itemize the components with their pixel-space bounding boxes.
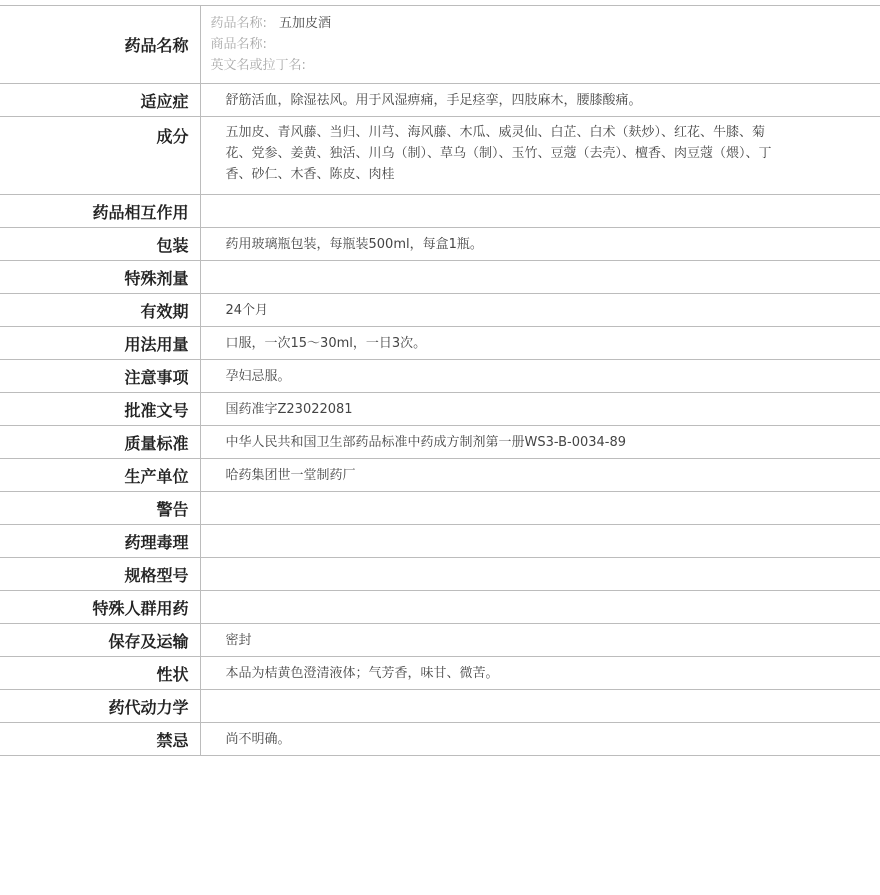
approval-number-row xyxy=(0,393,880,426)
warning-label: 警告 xyxy=(0,492,200,525)
trade-name-line xyxy=(211,34,880,55)
precautions-value: 孕妇忌服。 xyxy=(226,366,791,387)
manufacturer-row xyxy=(0,459,880,492)
drug-info-table xyxy=(0,5,880,756)
ingredients-row xyxy=(0,117,880,195)
special-dosage-label: 特殊剂量 xyxy=(0,261,200,294)
ingredients-value: 五加皮、青风藤、当归、川芎、海风藤、木瓜、威灵仙、白芷、白术（麸炒）、红花、牛膝、菊花、党参、姜黄、独活、川乌（制）、草乌（制）、玉竹、豆蔻（去壳）、檀香、肉豆蔻（煨）、丁香、砂仁、木香、陈皮、肉桂 xyxy=(226,122,791,185)
english-name-line xyxy=(211,55,880,76)
storage-label: 保存及运输 xyxy=(0,624,200,657)
drug-name-label: 药品名称 xyxy=(0,6,200,84)
appearance-label: 性状 xyxy=(0,657,200,690)
contraindications-value: 尚不明确。 xyxy=(226,729,791,750)
approval-number-value: 国药准字Z23022081 xyxy=(226,399,791,420)
dosage-label: 用法用量 xyxy=(0,327,200,360)
quality-standard-label: 质量标准 xyxy=(0,426,200,459)
storage-row xyxy=(0,624,880,657)
shelf-life-row xyxy=(0,294,880,327)
contraindications-row xyxy=(0,723,880,756)
manufacturer-label: 生产单位 xyxy=(0,459,200,492)
warning-row xyxy=(0,492,880,525)
special-population-label: 特殊人群用药 xyxy=(0,591,200,624)
appearance-value: 本品为桔黄色澄清液体；气芳香，味甘、微苦。 xyxy=(226,663,791,684)
quality-standard-value: 中华人民共和国卫生部药品标准中药成方制剂第一册WS3-B-0034-89 xyxy=(226,432,791,453)
precautions-label: 注意事项 xyxy=(0,360,200,393)
pharmacology-row xyxy=(0,525,880,558)
storage-value: 密封 xyxy=(226,630,791,651)
drug-name-row xyxy=(0,6,880,84)
quality-standard-row xyxy=(0,426,880,459)
precautions-row xyxy=(0,360,880,393)
approval-number-label: 批准文号 xyxy=(0,393,200,426)
ingredients-label: 成分 xyxy=(0,117,200,195)
package-label: 包装 xyxy=(0,228,200,261)
specification-row xyxy=(0,558,880,591)
generic-name-key: 药品名称: xyxy=(211,16,267,31)
package-value: 药用玻璃瓶包装，每瓶装500ml，每盒1瓶。 xyxy=(226,234,791,255)
interactions-label: 药品相互作用 xyxy=(0,195,200,228)
dosage-row xyxy=(0,327,880,360)
pharmacokinetics-label: 药代动力学 xyxy=(0,690,200,723)
package-row xyxy=(0,228,880,261)
interactions-row xyxy=(0,195,880,228)
generic-name-line xyxy=(211,13,880,34)
generic-name-value: 五加皮酒 xyxy=(279,16,331,31)
drug-name-cell xyxy=(200,6,880,84)
indications-row xyxy=(0,84,880,117)
indications-value: 舒筋活血，除湿祛风。用于风湿痹痛，手足痉挛，四肢麻木，腰膝酸痛。 xyxy=(226,90,791,111)
special-dosage-row xyxy=(0,261,880,294)
special-population-row xyxy=(0,591,880,624)
indications-label: 适应症 xyxy=(0,84,200,117)
pharmacology-label: 药理毒理 xyxy=(0,525,200,558)
appearance-row xyxy=(0,657,880,690)
manufacturer-value: 哈药集团世一堂制药厂 xyxy=(226,465,791,486)
pharmacokinetics-row xyxy=(0,690,880,723)
english-name-key: 英文名或拉丁名: xyxy=(211,58,306,73)
contraindications-label: 禁忌 xyxy=(0,723,200,756)
trade-name-key: 商品名称: xyxy=(211,37,267,52)
specification-label: 规格型号 xyxy=(0,558,200,591)
shelf-life-value: 24个月 xyxy=(226,300,791,321)
shelf-life-label: 有效期 xyxy=(0,294,200,327)
dosage-value: 口服，一次15～30ml，一日3次。 xyxy=(226,333,791,354)
